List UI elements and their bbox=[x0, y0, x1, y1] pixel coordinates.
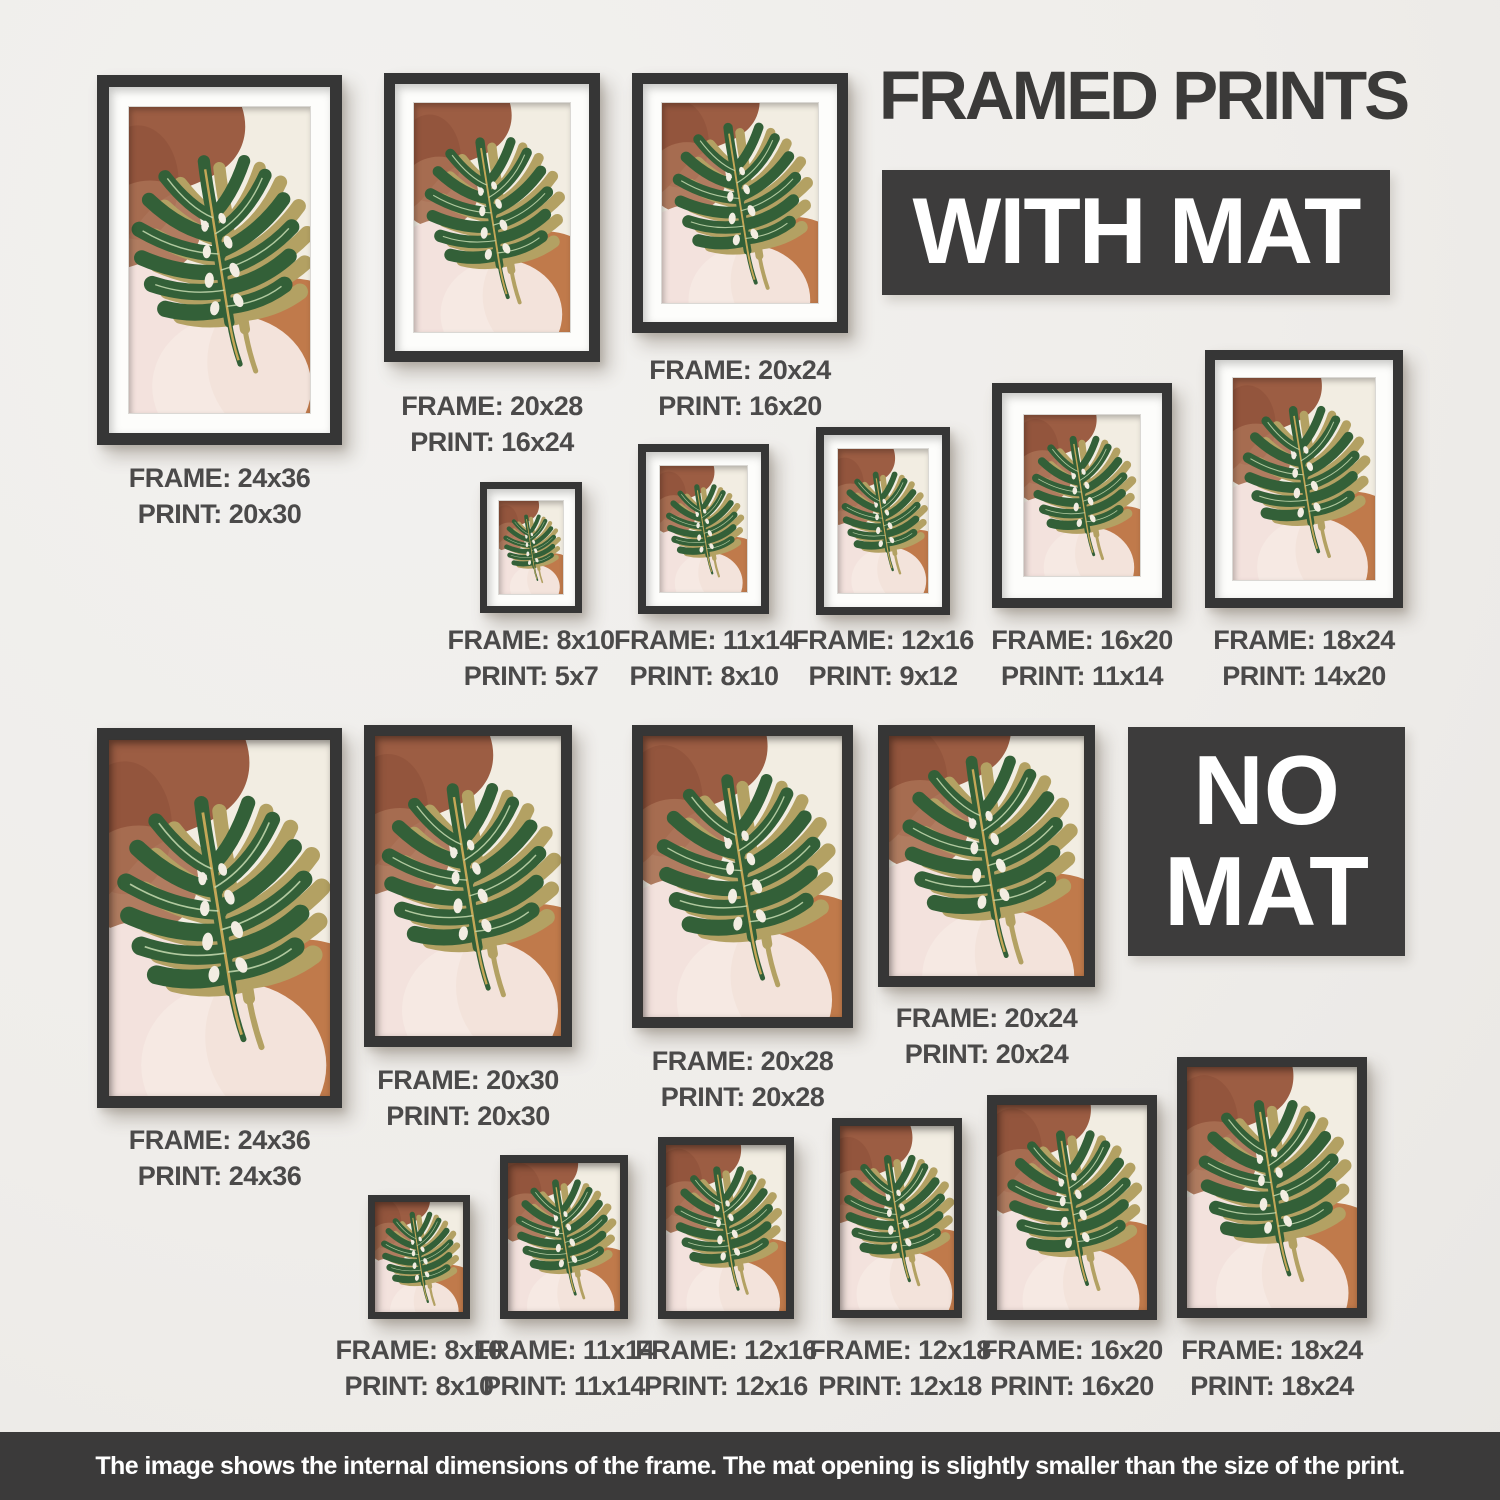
no-mat-banner-line2: MAT bbox=[1164, 836, 1369, 946]
print-size-text: PRINT: 20x30 bbox=[137, 499, 302, 529]
footer-note-text: The image shows the internal dimensions of the frame. The mat opening is slightly smaller than the size of the print. bbox=[95, 1452, 1405, 1480]
page-title: FRAMED PRINTS bbox=[878, 57, 1408, 134]
no-mat-banner bbox=[1128, 727, 1405, 956]
size-label-no-mat-20x30 bbox=[364, 1062, 572, 1134]
frame-size-text: FRAME: 11x14 bbox=[613, 625, 795, 655]
print-size-text: PRINT: 11x14 bbox=[1000, 661, 1164, 691]
art-opening bbox=[508, 1163, 620, 1311]
print-size-text: PRINT: 20x30 bbox=[386, 1101, 550, 1131]
monstera-artwork bbox=[666, 1145, 786, 1311]
frame-size-text: FRAME: 12x16 bbox=[792, 625, 974, 655]
print-size-text: PRINT: 16x24 bbox=[410, 427, 574, 457]
framed-print-no-mat-20x24 bbox=[878, 725, 1095, 987]
monstera-artwork bbox=[997, 1105, 1147, 1310]
with-mat-banner: WITH MAT bbox=[882, 170, 1390, 295]
art-opening bbox=[375, 736, 561, 1036]
framed-print-no-mat-11x14 bbox=[500, 1155, 628, 1319]
print-size-text: PRINT: 12x18 bbox=[818, 1371, 982, 1401]
frame-opening bbox=[840, 1126, 954, 1310]
frame-opening bbox=[1187, 1067, 1357, 1308]
art-opening bbox=[375, 1202, 463, 1312]
frame-opening bbox=[997, 1105, 1147, 1310]
framed-print-no-mat-20x30 bbox=[364, 725, 572, 1047]
frame-size-text: FRAME: 18x24 bbox=[1181, 1335, 1363, 1365]
framed-print-no-mat-16x20 bbox=[987, 1095, 1157, 1320]
framed-print-no-mat-18x24 bbox=[1177, 1057, 1367, 1318]
size-label-no-mat-16x20 bbox=[977, 1332, 1167, 1404]
frame-size-text: FRAME: 20x24 bbox=[895, 1003, 1078, 1033]
art-opening bbox=[997, 1105, 1147, 1310]
frame-opening bbox=[109, 740, 330, 1096]
print-size-text: PRINT: 8x10 bbox=[629, 661, 779, 691]
size-label-no-mat-18x24 bbox=[1177, 1332, 1367, 1404]
frame-opening bbox=[643, 736, 842, 1017]
monstera-artwork bbox=[889, 736, 1084, 976]
frame-size-text: FRAME: 18x24 bbox=[1213, 625, 1395, 655]
frame-size-text: FRAME: 16x20 bbox=[991, 625, 1173, 655]
frame-size-text: FRAME: 24x36 bbox=[128, 1125, 311, 1155]
framed-print-no-mat-12x18 bbox=[832, 1118, 962, 1318]
print-size-text: PRINT: 14x20 bbox=[1222, 661, 1386, 691]
frame-size-text: FRAME: 20x30 bbox=[377, 1065, 559, 1095]
print-size-text: PRINT: 8x10 bbox=[344, 1371, 494, 1401]
print-size-text: PRINT: 11x14 bbox=[482, 1371, 646, 1401]
art-opening bbox=[643, 736, 842, 1017]
art-opening bbox=[889, 736, 1084, 976]
size-label-no-mat-20x24 bbox=[858, 1000, 1115, 1072]
frame-size-text: FRAME: 12x16 bbox=[635, 1335, 817, 1365]
print-size-text: PRINT: 5x7 bbox=[463, 661, 599, 691]
framed-print-no-mat-20x28 bbox=[632, 725, 853, 1028]
art-opening bbox=[109, 740, 330, 1096]
size-label-no-mat-12x16 bbox=[631, 1332, 821, 1404]
frame-size-text: FRAME: 24x36 bbox=[128, 463, 311, 493]
monstera-artwork bbox=[840, 1126, 954, 1310]
frame-size-text: FRAME: 16x20 bbox=[981, 1335, 1163, 1365]
size-label-no-mat-24x36 bbox=[97, 1122, 342, 1194]
monstera-artwork bbox=[375, 736, 561, 1036]
size-label-no-mat-20x28 bbox=[632, 1043, 853, 1115]
print-size-text: PRINT: 12x16 bbox=[644, 1371, 808, 1401]
print-size-text: PRINT: 24x36 bbox=[137, 1161, 302, 1191]
print-size-text: PRINT: 18x24 bbox=[1190, 1371, 1354, 1401]
footer-note-bar bbox=[0, 1432, 1500, 1500]
framed-print-no-mat-24x36 bbox=[97, 728, 342, 1108]
frame-size-text: FRAME: 11x14 bbox=[473, 1335, 655, 1365]
monstera-artwork bbox=[1187, 1067, 1357, 1308]
art-opening bbox=[666, 1145, 786, 1311]
frame-opening bbox=[375, 1202, 463, 1312]
print-size-text: PRINT: 9x12 bbox=[808, 661, 958, 691]
frame-opening bbox=[508, 1163, 620, 1311]
monstera-artwork bbox=[508, 1163, 620, 1311]
frame-size-text: FRAME: 12x18 bbox=[809, 1335, 991, 1365]
monstera-artwork bbox=[375, 1202, 463, 1312]
art-opening bbox=[840, 1126, 954, 1310]
print-size-text: PRINT: 16x20 bbox=[990, 1371, 1154, 1401]
frame-size-text: FRAME: 20x24 bbox=[649, 355, 831, 385]
frame-opening bbox=[889, 736, 1084, 976]
framed-print-no-mat-8x10 bbox=[368, 1195, 470, 1319]
print-size-text: PRINT: 16x20 bbox=[658, 391, 822, 421]
print-size-text: PRINT: 20x28 bbox=[660, 1082, 825, 1112]
frame-size-text: FRAME: 20x28 bbox=[651, 1046, 834, 1076]
size-label-no-mat-12x18 bbox=[805, 1332, 995, 1404]
no-mat-banner-line1: NO bbox=[1193, 735, 1340, 845]
frame-size-text: FRAME: 8x10 bbox=[447, 625, 615, 655]
frame-opening bbox=[666, 1145, 786, 1311]
monstera-artwork bbox=[109, 740, 330, 1096]
frame-size-text: FRAME: 20x28 bbox=[401, 391, 583, 421]
frame-size-text: FRAME: 8x10 bbox=[335, 1335, 503, 1365]
frame-opening bbox=[375, 736, 561, 1036]
monstera-artwork bbox=[643, 736, 842, 1017]
print-size-text: PRINT: 20x24 bbox=[904, 1039, 1069, 1069]
framed-print-no-mat-12x16 bbox=[658, 1137, 794, 1319]
art-opening bbox=[1187, 1067, 1357, 1308]
